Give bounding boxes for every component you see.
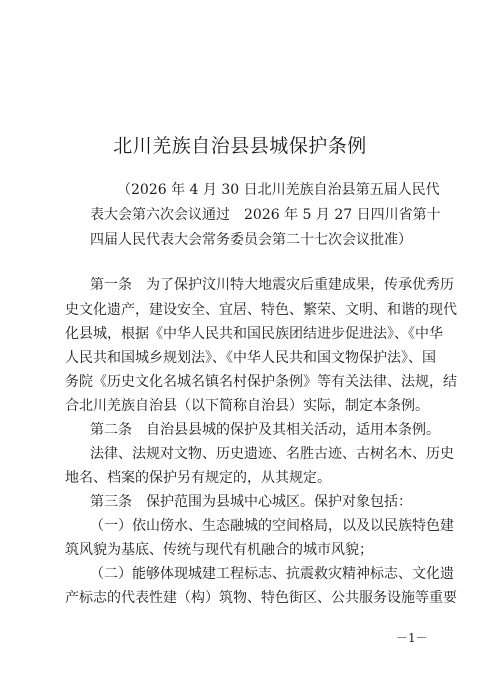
article-2-first-line bbox=[90, 420, 440, 440]
approval-note-line: 表大会第六次会议通过 2026 年 5 月 27 日四川省第十 bbox=[90, 207, 441, 223]
article-2-text: 自治县县城的保护及其相关活动，适用本条例。 bbox=[146, 422, 440, 438]
document-title: 北川羌族自治县县城保护条例 bbox=[113, 135, 367, 157]
article-1-text: 为了保护汶川特大地震灾后重建成果，传承优秀历 bbox=[146, 277, 454, 293]
article-1-line: 合北川羌族自治县（以下简称自治县）实际，制定本条例。 bbox=[65, 398, 429, 414]
article-3-text: 保护范围为县城中心城区。保护对象包括： bbox=[146, 494, 412, 510]
article-1-first-line bbox=[90, 275, 454, 295]
article-2-label: 第二条 bbox=[90, 422, 132, 438]
article-1-line: 人民共和国城乡规划法》、《中华人民共和国文物保护法》、国 bbox=[65, 350, 436, 366]
article-1-line: 务院《历史文化名城名镇名村保护条例》等有关法律、法规，结 bbox=[65, 374, 457, 390]
article-3-item-1-line: 筑风貌为基底、传统与现代有机融合的城市风貌； bbox=[65, 542, 373, 558]
article-3-label: 第三条 bbox=[90, 494, 132, 510]
article-3-item-2-line: 产标志的代表性建（构）筑物、特色街区、公共服务设施等重要 bbox=[65, 590, 457, 606]
article-3-item-2-line: （二）能够体现城建工程标志、抗震救灾精神标志、文化遗 bbox=[90, 566, 454, 582]
article-1-line: 化县城，根据《中华人民共和国民族团结进步促进法》、《中华 bbox=[65, 326, 443, 342]
article-3-item-1-line: （一）依山傍水、生态融城的空间格局，以及以民族特色建 bbox=[90, 518, 454, 534]
article-3-first-line bbox=[90, 492, 412, 512]
article-1-label: 第一条 bbox=[90, 277, 132, 293]
approval-note-line: 四届人民代表大会常务委员会第二十七次会议批准） bbox=[90, 232, 412, 248]
article-2-paragraph-line: 法律、法规对文物、历史遗迹、名胜古迹、古树名木、历史 bbox=[90, 446, 454, 462]
article-1-line: 史文化遗产，建设安全、宜居、特色、繁荣、文明、和谐的现代 bbox=[65, 302, 457, 318]
approval-note-line: （2026 年 4 月 30 日北川羌族自治县第五届人民代 bbox=[117, 182, 440, 198]
article-2-paragraph-line: 地名、档案的保护另有规定的，从其规定。 bbox=[65, 470, 331, 486]
page-number: －1－ bbox=[396, 631, 428, 645]
